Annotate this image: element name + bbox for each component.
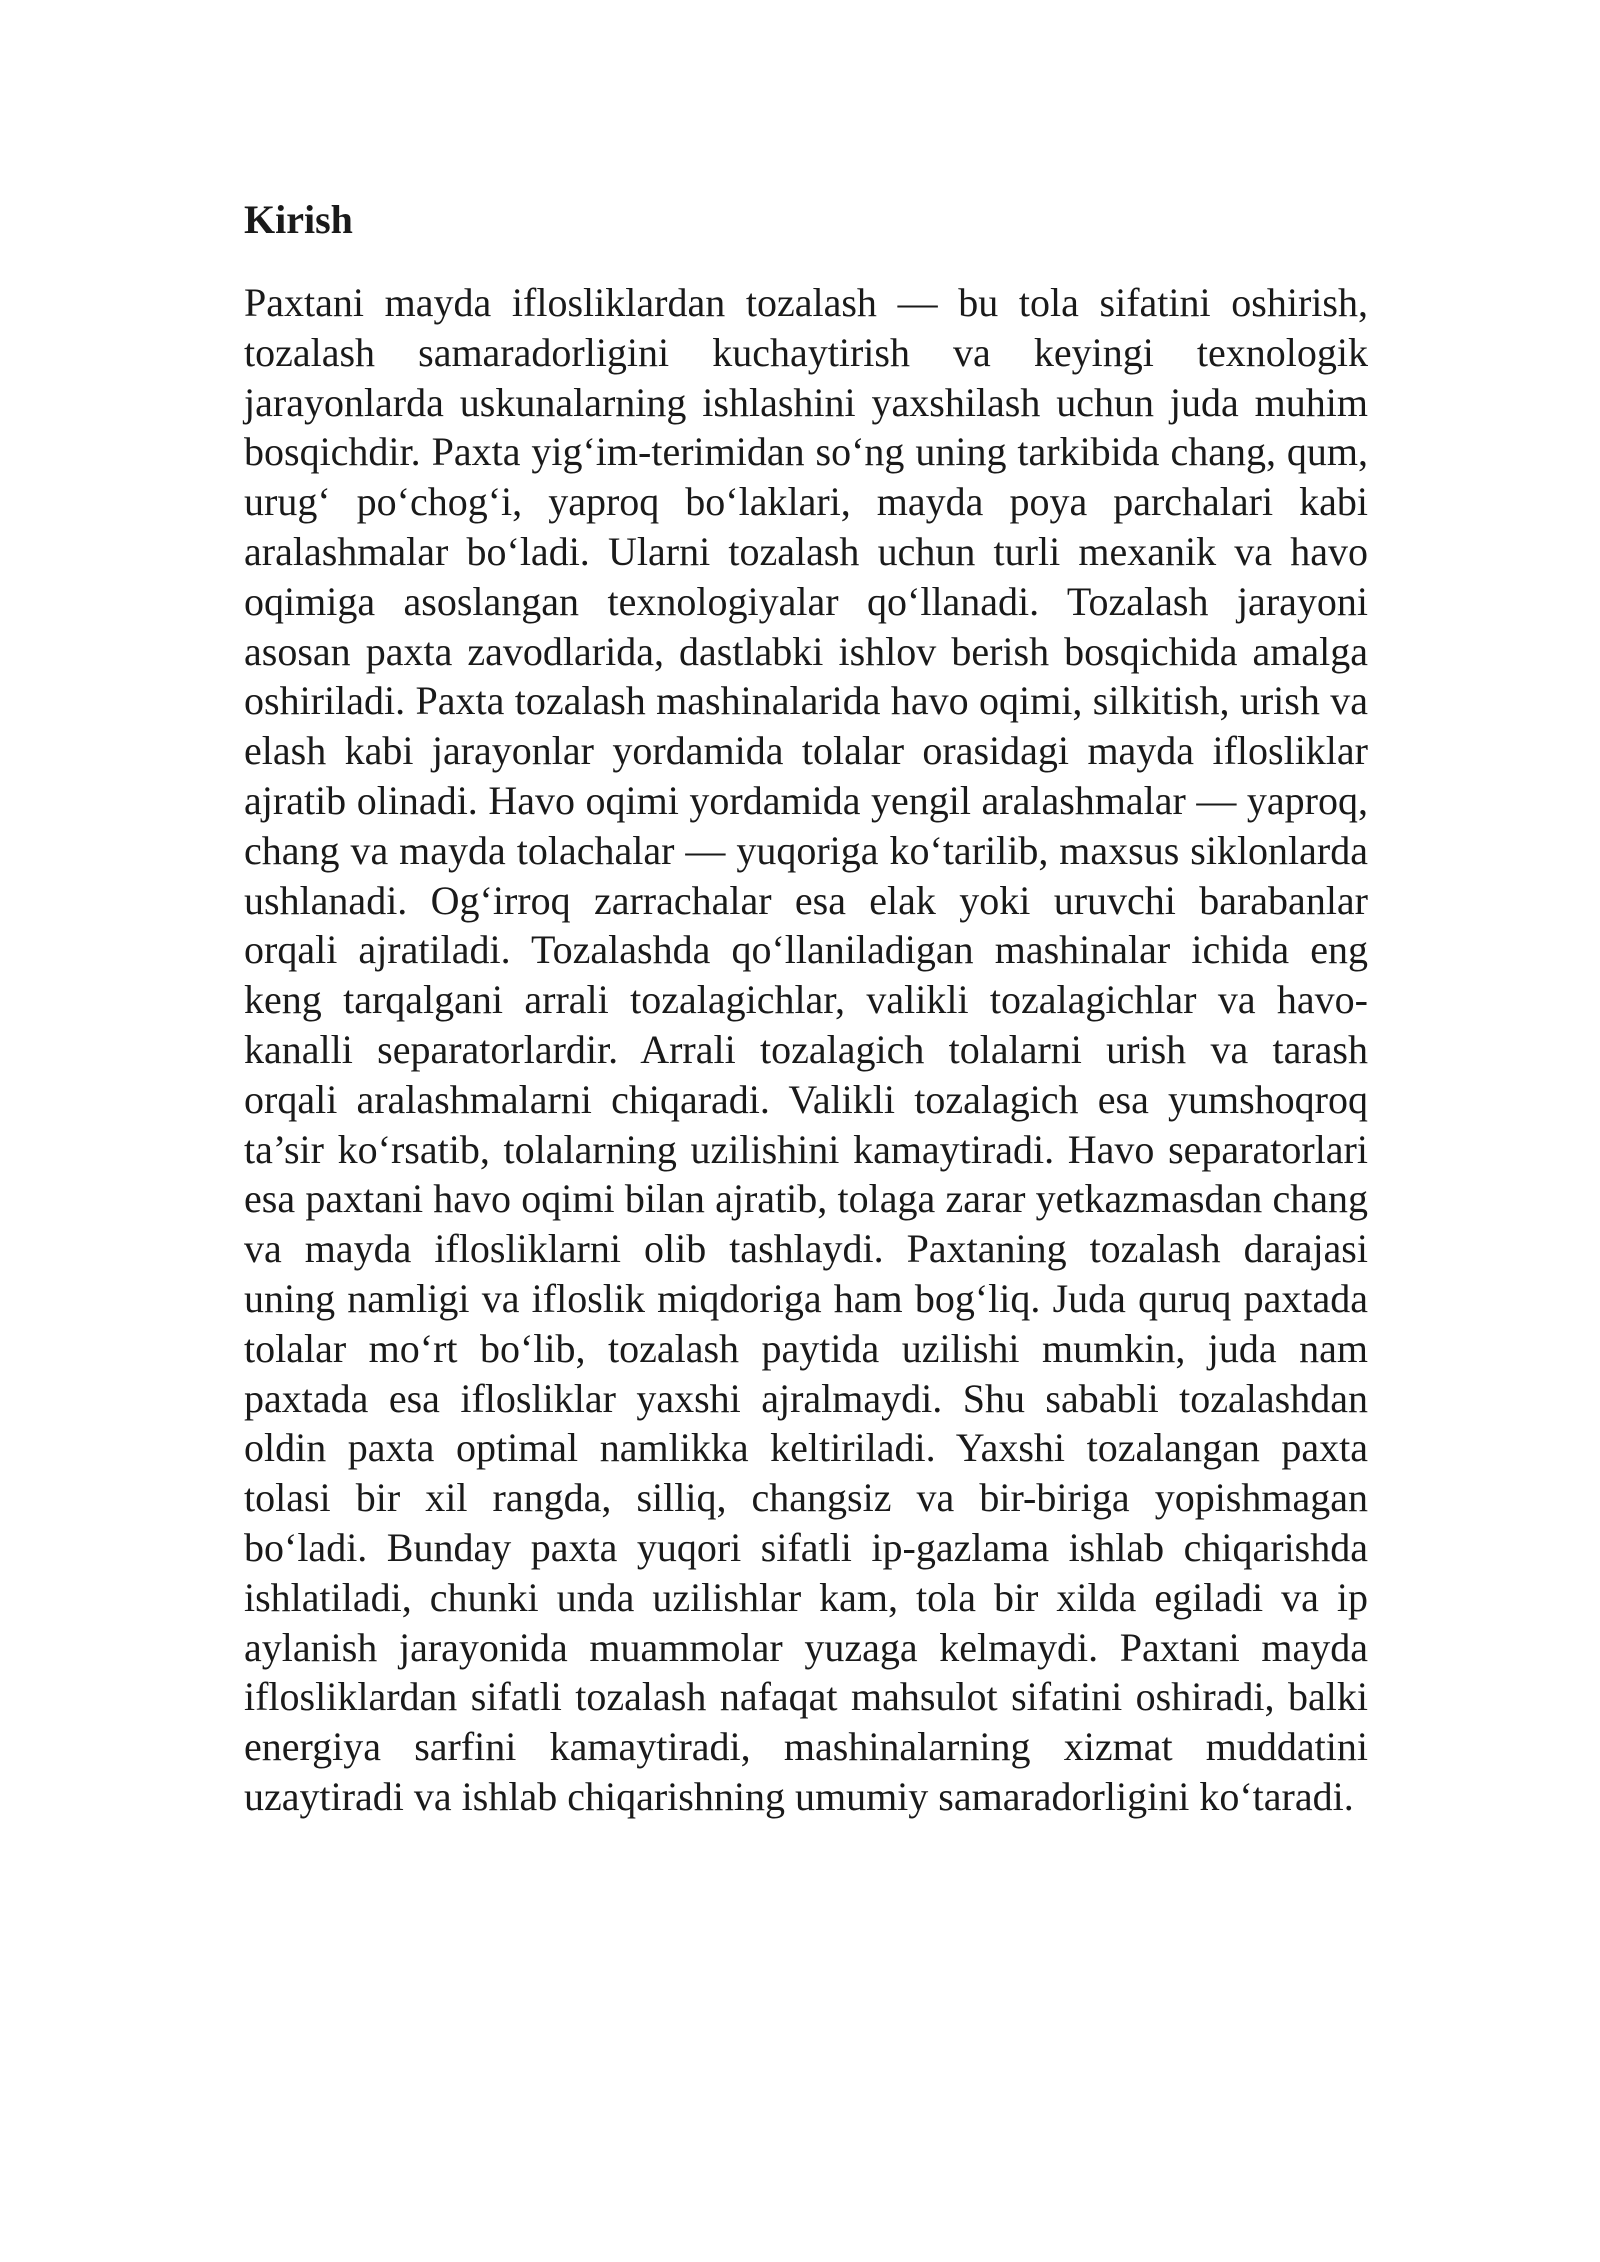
document-content: [244, 190, 1368, 1822]
body-paragraph: Paxtani mayda iflosliklardan tozalash — bu tola sifatini oshirish, tozalash samaradorligini kuchaytirish va keyingi texnologik jarayonlarda uskunalarning ishlashini yaxshilash uchun juda muhim bosqichdir. Paxta yig‘im-terimidan so‘ng uning tarkibida chang, qum, urug‘ po‘chog‘i, yaproq bo‘laklari, mayda poya parchalari kabi aralashmalar bo‘ladi. Ularni tozalash uchun turli mexanik va havo oqimiga asoslangan texnologiyalar qo‘llanadi. Tozalash jarayoni asosan paxta zavodlarida, dastlabki ishlov berish bosqichida amalga oshiriladi. Paxta tozalash mashinalarida havo oqimi, silkitish, urish va elash kabi jarayonlar yordamida tolalar orasidagi mayda iflosliklar ajratib olinadi. Havo oqimi yordamida yengil aralashmalar — yaproq, chang va mayda tolachalar — yuqoriga ko‘tarilib, maxsus siklonlarda ushlanadi. Og‘irroq zarrachalar esa elak yoki uruvchi barabanlar orqali ajratiladi. Tozalashda qo‘llaniladigan mashinalar ichida eng keng tarqalgani arrali tozalagichlar, valikli tozalagichlar va havo-kanalli separatorlardir. Arrali tozalagich tolalarni urish va tarash orqali aralashmalarni chiqaradi. Valikli tozalagich esa yumshoqroq ta’sir ko‘rsatib, tolalarning uzilishini kamaytiradi. Havo separatorlari esa paxtani havo oqimi bilan ajratib, tolaga zarar yetkazmasdan chang va mayda iflosliklarni olib tashlaydi. Paxtaning tozalash darajasi uning namligi va ifloslik miqdoriga ham bog‘liq. Juda quruq paxtada tolalar mo‘rt bo‘lib, tozalash paytida uzilishi mumkin, juda nam paxtada esa iflosliklar yaxshi ajralmaydi. Shu sababli tozalashdan oldin paxta optimal namlikka keltiriladi. Yaxshi tozalangan paxta tolasi bir xil rangda, silliq, changsiz va bir-biriga yopishmagan bo‘ladi. Bunday paxta yuqori sifatli ip-gazlama ishlab chiqarishda ishlatiladi, chunki unda uzilishlar kam, tola bir xilda egiladi va ip aylanish jarayonida muammolar yuzaga kelmaydi. Paxtani mayda iflosliklardan sifatli tozalash nafaqat mahsulot sifatini oshiradi, balki energiya sarfini kamaytiradi, mashinalarning xizmat muddatini uzaytiradi va ishlab chiqarishning umumiy samaradorligini ko‘taradi.: [244, 280, 1368, 1819]
section-heading: Kirish: [244, 197, 353, 242]
